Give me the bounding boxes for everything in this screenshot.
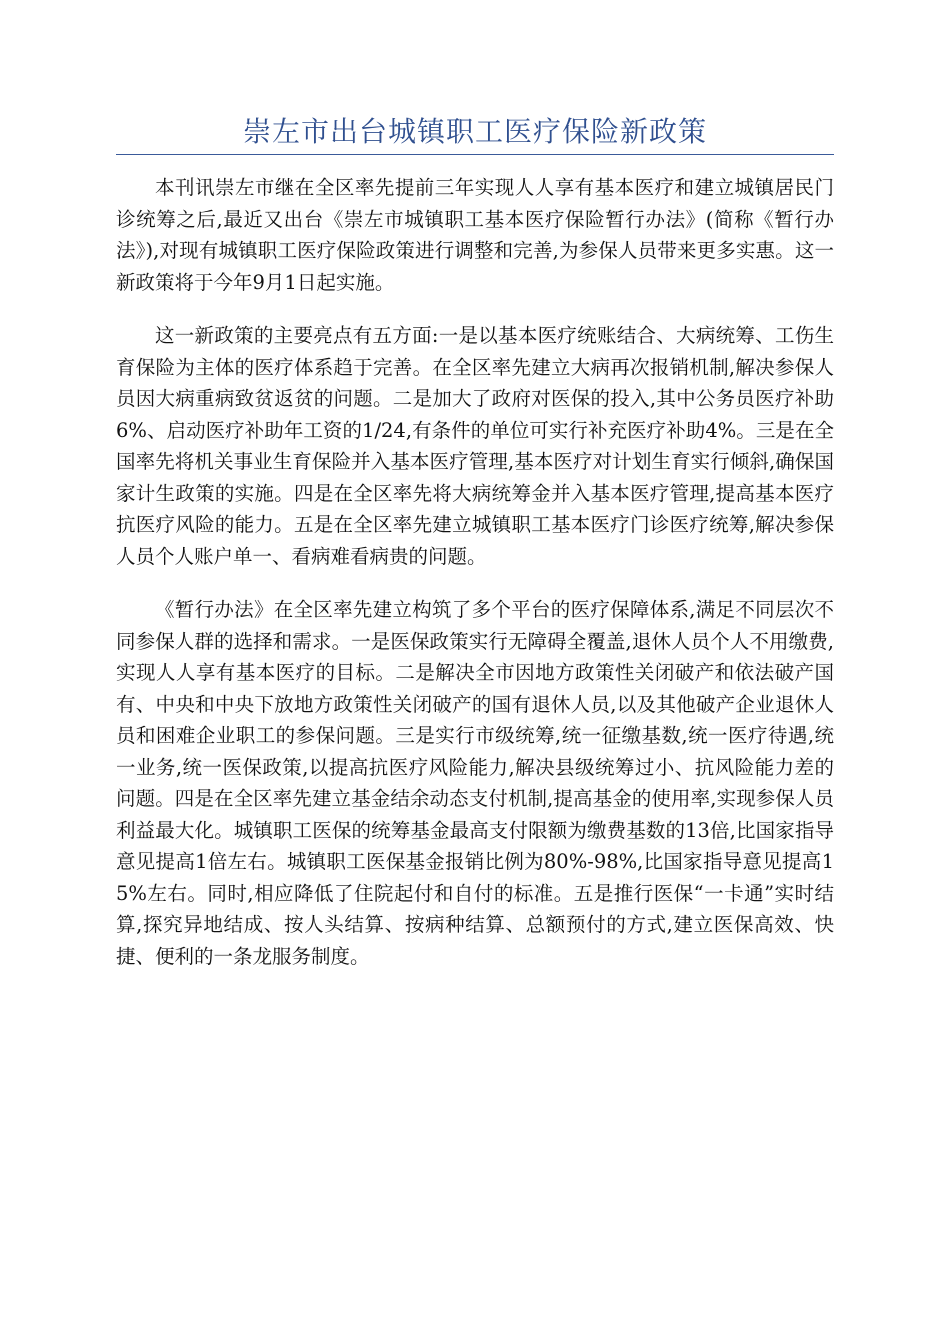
paragraph-measures: 《暂行办法》在全区率先建立构筑了多个平台的医疗保障体系,满足不同层次不同参保人群的选择和需求。一是医保政策实行无障碍全覆盖,退休人员个人不用缴费,实现人人享有基本医疗的目标。二是解决全市因地方政策性关闭破产和依法破产国有、中央和中央下放地方政策性关闭破产的国有退休人员,以及其他破产企业退休人员和困难企业职工的参保问题。三是实行市级统筹,统一征缴基数,统一医疗待遇,统一业务,统一医保政策,以提高抗医疗风险能力,解决县级统筹过小、抗风险能力差的问题。四是在全区率先建立基金结余动态支付机制,提高基金的使用率,实现参保人员利益最大化。城镇职工医保的统筹基金最高支付限额为缴费基数的13倍,比国家指导意见提高1倍左右。城镇职工医保基金报销比例为80%-98%,比国家指导意见提高15%左右。同时,相应降低了住院起付和自付的标准。五是推行医保“一卡通”实时结算,探究异地结成、按人头结算、按病种结算、总额预付的方式,建立医保高效、快捷、便利的一条龙服务制度。 — [116, 598, 834, 968]
paragraph-highlights: 这一新政策的主要亮点有五方面:一是以基本医疗统账结合、大病统筹、工伤生育保险为主体的医疗体系趋于完善。在全区率先建立大病再次报销机制,解决参保人员因大病重病致贫返贫的问题。二是加大了政府对医保的投入,其中公务员医疗补助6%、启动医疗补助年工资的1/24,有条件的单位可实行补充医疗补助4%。三是在全国率先将机关事业生育保险并入基本医疗管理,基本医疗对计划生育实行倾斜,确保国家计生政策的实施。四是在全区率先将大病统筹金并入基本医疗管理,提高基本医疗抗医疗风险的能力。五是在全区率先建立城镇职工基本医疗门诊医疗统筹,解决参保人员个人账户单一、看病难看病贵的问题。 — [116, 324, 834, 568]
document-body — [116, 172, 834, 994]
document-title: 崇左市出台城镇职工医疗保险新政策 — [242, 115, 707, 148]
paragraph-intro: 本刊讯崇左市继在全区率先提前三年实现人人享有基本医疗和建立城镇居民门诊统筹之后,最近又出台《崇左市城镇职工基本医疗保险暂行办法》(简称《暂行办法》),对现有城镇职工医疗保险政策进行调整和完善,为参保人员带来更多实惠。这一新政策将于今年9月1日起实施。 — [116, 176, 834, 294]
title-underline — [116, 154, 834, 155]
